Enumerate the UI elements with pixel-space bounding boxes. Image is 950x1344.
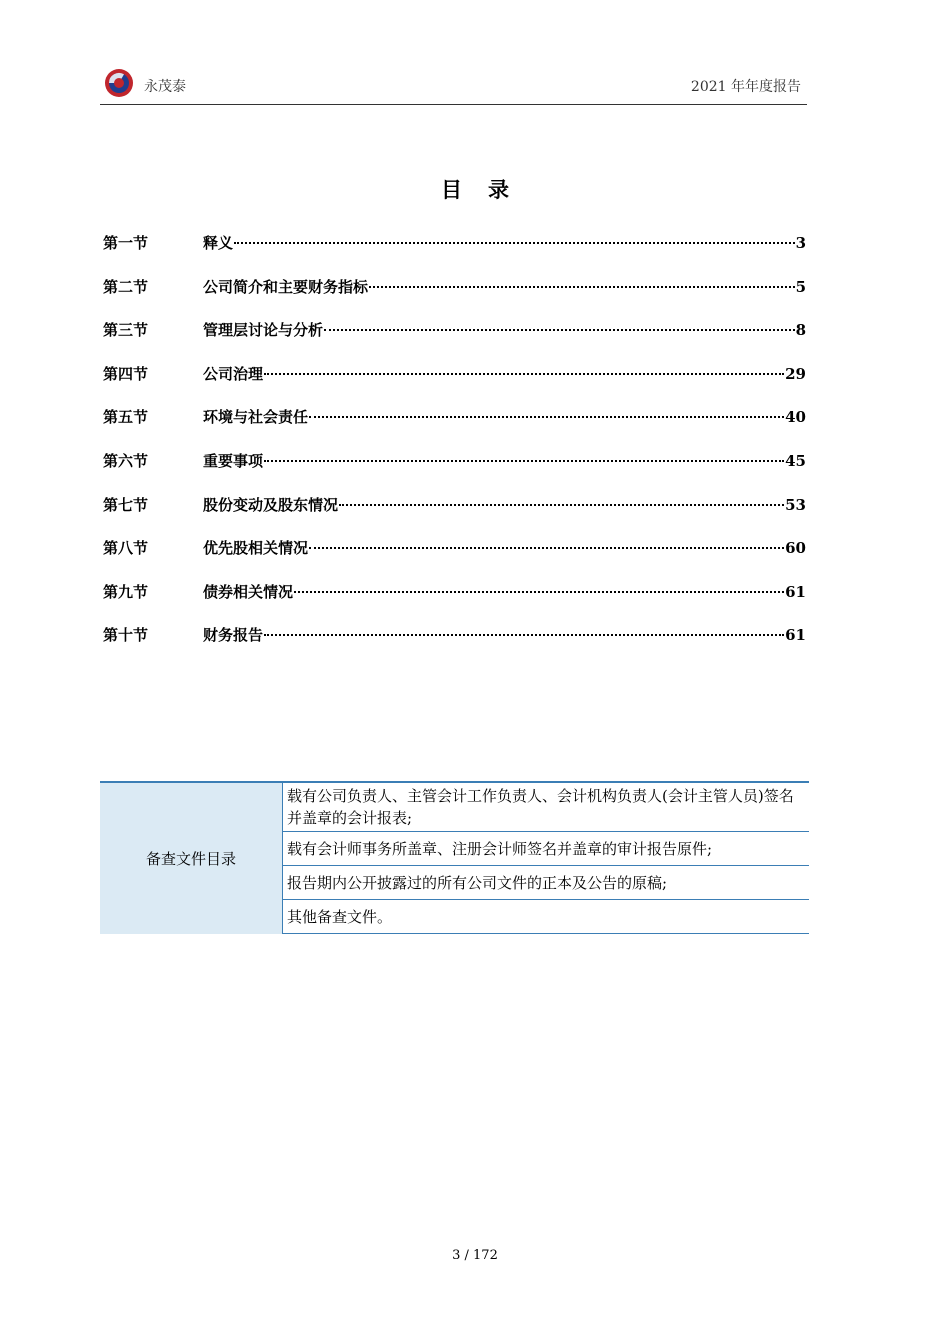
toc-section: 第七节 [103, 495, 149, 514]
toc-page-number: 8 [795, 321, 806, 340]
report-title: 2021 年年度报告 [690, 79, 801, 95]
toc-entry[interactable] [103, 535, 806, 579]
toc-section: 第十节 [103, 626, 149, 645]
toc-section: 第三节 [103, 321, 149, 340]
toc-line [203, 232, 806, 253]
toc-line [203, 276, 806, 297]
toc-entry[interactable] [103, 622, 806, 666]
toc-section: 第九节 [103, 582, 149, 601]
toc-section: 第一节 [103, 234, 149, 252]
toc-line [203, 494, 806, 515]
toc-entry[interactable] [103, 579, 806, 623]
reference-doc-item: 其他备查文件。 [283, 900, 810, 934]
toc-entry[interactable] [103, 230, 806, 274]
toc-title: 财务报告 [203, 626, 264, 645]
toc-dot-leader [264, 634, 784, 636]
company-logo-icon [104, 68, 134, 98]
toc-section: 第六节 [103, 451, 149, 470]
toc-page-number: 40 [785, 408, 806, 427]
toc-dot-leader [324, 329, 795, 331]
toc-dot-leader [309, 547, 784, 549]
toc-title: 公司治理 [203, 364, 264, 383]
company-name: 永茂泰 [144, 79, 186, 95]
reference-doc-item: 载有公司负责人、主管会计工作负责人、会计机构负责人(会计主管人员)签名并盖章的会计报表; [283, 782, 810, 832]
page-number-footer: 3 / 172 [452, 1248, 498, 1263]
toc-title: 管理层讨论与分析 [203, 321, 324, 340]
toc-line [203, 406, 806, 427]
table-of-contents [103, 230, 806, 666]
toc-entry[interactable] [103, 317, 806, 361]
toc-entry[interactable] [103, 274, 806, 318]
toc-entry[interactable] [103, 404, 806, 448]
toc-page-number: 3 [795, 234, 806, 252]
toc-title: 债券相关情况 [203, 582, 294, 601]
toc-page-number: 53 [785, 495, 806, 514]
toc-dot-leader [264, 373, 784, 375]
toc-line [203, 319, 806, 340]
toc-line [203, 581, 806, 602]
toc-page-number: 5 [795, 277, 806, 296]
reference-docs-label: 备查文件目录 [100, 782, 283, 934]
toc-entry[interactable] [103, 448, 806, 492]
toc-page-number: 45 [785, 451, 806, 470]
toc-dot-leader [369, 286, 795, 288]
toc-title: 重要事项 [203, 451, 264, 470]
toc-dot-leader [339, 504, 784, 506]
toc-section: 第二节 [103, 277, 149, 296]
reference-doc-item: 报告期内公开披露过的所有公司文件的正本及公告的原稿; [283, 866, 810, 900]
toc-line [203, 450, 806, 471]
page-title: 目录 [441, 177, 535, 202]
toc-section: 第八节 [103, 539, 149, 558]
toc-dot-leader [234, 242, 795, 244]
reference-documents-table [100, 781, 809, 934]
toc-title: 股份变动及股东情况 [203, 495, 339, 514]
toc-title: 释义 [203, 234, 234, 252]
toc-page-number: 61 [785, 626, 806, 645]
toc-title: 公司简介和主要财务指标 [203, 277, 369, 296]
toc-line [203, 537, 806, 558]
toc-page-number: 29 [785, 364, 806, 383]
toc-line [203, 363, 806, 384]
toc-title: 优先股相关情况 [203, 539, 309, 558]
toc-dot-leader [264, 460, 784, 462]
toc-section: 第五节 [103, 408, 149, 427]
toc-page-number: 60 [785, 539, 806, 558]
toc-entry[interactable] [103, 492, 806, 536]
reference-doc-item: 载有会计师事务所盖章、注册会计师签名并盖章的审计报告原件; [283, 832, 810, 866]
toc-section: 第四节 [103, 364, 149, 383]
table-row [100, 782, 809, 832]
toc-title: 环境与社会责任 [203, 408, 309, 427]
toc-page-number: 61 [785, 582, 806, 601]
toc-dot-leader [309, 416, 784, 418]
toc-line [203, 624, 806, 645]
toc-dot-leader [294, 591, 784, 593]
toc-entry[interactable] [103, 361, 806, 405]
page-header [100, 66, 807, 105]
